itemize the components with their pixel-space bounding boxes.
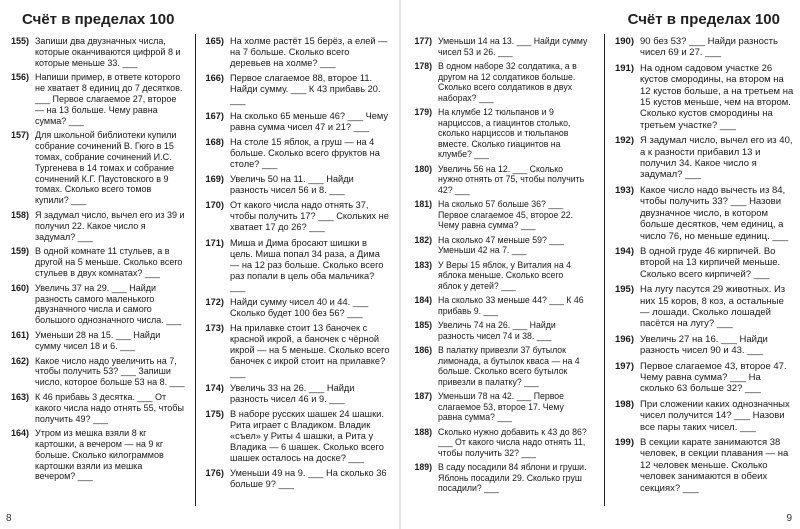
problem-text: Увеличь 56 на 12. ___ Сколько нужно отнять от 75, чтобы получить 42? ___ (438, 163, 585, 195)
problem-text: Уменьши 78 на 42. ___ Первое слагаемое 53, второе 17. Чему равна сумма? ___ (438, 391, 564, 422)
problem-number: 185) (414, 320, 432, 330)
problem (200, 137, 390, 170)
problem-text: В секции карате занимаются 38 человек, в секции плавания — на 12 человек меньше. Сколько человек занимаются в обеих секциях? ___ (640, 437, 789, 494)
page-number: 9 (786, 513, 792, 524)
problem-number: 156) (10, 72, 29, 83)
problem-number: 164) (10, 428, 29, 439)
problem-number: 158) (10, 209, 29, 220)
problem-number: 194) (614, 245, 634, 257)
problem-number: 161) (10, 329, 29, 340)
problem-text: В саду посадили 84 яблони и груши. Яблонь посадили 29. Сколько груш посадили? ___ (438, 462, 587, 493)
problem-text: От какого числа надо отнять 37, чтобы получить 17? ___ Скольких не хватает 17 до 26? ___ (230, 200, 389, 233)
problem-number: 157) (10, 130, 29, 141)
problem (200, 383, 390, 405)
problem-text: Уменьши 14 на 13. ___ Найди сумму чисел 53 и 26. ___ (438, 36, 588, 57)
left-column-2 (200, 36, 390, 494)
problem (408, 199, 588, 231)
problem-number: 166) (205, 73, 224, 84)
problem-text: В палатку привезли 37 бутылок лимонада, а бутылок кваса — на 4 больше. Сколько всего бутылок привезли в палатку? ___ (438, 345, 580, 387)
problem-number: 159) (10, 246, 29, 257)
problem (200, 238, 390, 293)
problem-text: Сколько нужно добавить к 43 до 86? ___ От какого числа надо отнять 11, чтобы получить 32? ___ (438, 426, 587, 458)
problem-number: 199) (614, 437, 634, 448)
problem-text: На одном садовом участке 26 кустов смородины, на втором на 12 кустов больше, а на третьем на 15 кустов меньше, чем на втором. Сколько кустов смородины на третьем участке? ___ (640, 62, 794, 131)
problem (610, 185, 795, 242)
problem-text: Увеличь 33 на 26. ___ Найди разность чисел 46 и 9. ___ (230, 382, 355, 404)
problem-number: 186) (414, 345, 432, 355)
problem-text: Первое слагаемое 88, второе 11. Найди сумму. ___ К 43 прибавь 20. ___ (230, 73, 381, 106)
problem-number: 171) (205, 237, 224, 248)
problem-text: Увеличь 74 на 26. ___ Найди разность чисел 74 и 38. ___ (438, 320, 556, 341)
problem (5, 283, 185, 326)
problem-text: Увеличь 50 на 11. ___ Найди разность чисел 56 и 8. ___ (230, 174, 354, 196)
problem-number: 196) (614, 333, 634, 345)
problem-text: Какое число надо вычесть из 84, чтобы получить 33? ___ Назови двузначное число, в котором больше десятков, чем единиц, а число 76, но меньше единиц. ___ (640, 184, 789, 242)
problem (200, 297, 390, 319)
problem-number: 188) (414, 426, 432, 437)
problem (408, 320, 588, 341)
problem-number: 177) (414, 36, 432, 46)
right-column-2 (610, 36, 795, 498)
problem-number: 176) (205, 468, 224, 479)
problem-number: 179) (414, 107, 432, 117)
problem-text: Я задумал число, вычел его из 39 и получил 22. Какое число я задумал? ___ (35, 209, 185, 242)
problem (5, 428, 185, 482)
problem-number: 198) (614, 398, 634, 410)
problem-number: 173) (205, 323, 224, 334)
problem-number: 160) (10, 282, 29, 293)
problem (610, 36, 795, 59)
problem-text: К 46 прибавь 3 десятка. ___ От какого числа надо отнять 55, чтобы получить 49? ___ (35, 391, 184, 424)
problem (5, 72, 185, 126)
problem-text: Уменьши 49 на 9. ___ На сколько 36 больше 9? ___ (230, 468, 387, 490)
problem-text: Найди сумму чисел 40 и 44. ___ Сколько будет 100 без 56? ___ (230, 296, 369, 319)
problem-text: Утром из мешка взяли 8 кг картошки, а вечером — на 9 кг больше. Сколько килограммов картошки взяли из мешка вечером? ___ (35, 428, 164, 482)
problem (408, 235, 588, 256)
column-divider (195, 34, 196, 506)
page-title: Счёт в пределах 100 (627, 11, 780, 28)
problem-number: 191) (614, 62, 634, 74)
problem-text: На сколько 57 больше 36? ___ Первое слагаемое 45, второе 22. Чему равна сумма? ___ (438, 199, 574, 230)
problem (5, 210, 185, 242)
problem-text: Какое число надо увеличить на 7, чтобы получить 53? ___ Запиши число, которое больше 53 на 8. ___ (35, 355, 185, 388)
problem (610, 437, 795, 494)
problem-text: Уменьши 28 на 15. ___ Найди сумму чисел 18 и 6. ___ (35, 329, 161, 351)
problem-text: На прилавке стоит 13 баночек с красной икрой, а баночек с чёрной икрой — на 5 меньше. Сколько всего баночек с икрой стоит на прилавке? ___ (230, 323, 390, 378)
problem (610, 334, 795, 357)
problem (408, 345, 588, 387)
problem (610, 284, 795, 330)
problem (610, 246, 795, 280)
problem (408, 462, 588, 494)
problem (408, 260, 588, 292)
problem-text: На сколько 65 меньше 46? ___ Чему равна сумма чисел 47 и 21? ___ (230, 110, 389, 132)
problem (408, 391, 588, 423)
problem (5, 392, 185, 424)
problem-text: В одной комнате 11 стульев, а в другой на 5 меньше. Сколько всего стульев в двух комнатах? ___ (35, 246, 183, 278)
problem-number: 189) (414, 462, 432, 472)
problem-number: 155) (10, 36, 29, 46)
problem-text: В одной груде 46 кирпичей. Во второй на 13 кирпичей меньше. Сколько всего кирпичей? ___ (640, 245, 781, 280)
problem-text: На сколько 47 меньше 59? ___ Уменьши 42 на 7. ___ (438, 234, 564, 255)
problem-number: 172) (205, 296, 224, 307)
problem-number: 167) (205, 110, 224, 121)
problem-number: 183) (414, 259, 432, 270)
problem-text: На клумбе 12 тюльпанов и 9 нарциссов, а гиацинтов столько, сколько нарциссов и тюльпанов вместе. Сколько гиацинтов на клумбе? ___ (438, 107, 571, 159)
problem-number: 162) (10, 355, 29, 366)
page-number: 8 (6, 513, 12, 524)
problem (200, 36, 390, 69)
problem (200, 73, 390, 106)
problem-number: 181) (414, 199, 432, 209)
problem-number: 178) (414, 61, 432, 71)
problem-number: 175) (205, 408, 224, 419)
problem-text: При сложении каких однозначных чисел получится 14? ___ Назови все пары таких чисел. ___ (640, 398, 790, 433)
problem-text: Для школьной библиотеки купили собрание сочинений В. Гюго в 15 томах, собрание сочинений И.С. Тургенева в 14 томах и собрание сочинений К.Г. Паустовского в 9 томах. Сколько всего томов купили? ___ (35, 130, 177, 206)
problem-number: 197) (614, 360, 634, 372)
page-title: Счёт в пределах 100 (22, 11, 175, 28)
problem-text: На холме растёт 15 берёз, а елей — на 7 больше. Сколько всего деревьев на холме? ___ (230, 36, 388, 69)
problem-text: У Веры 15 яблок, у Виталия на 4 яблока меньше. Сколько всего яблок у детей? ___ (438, 259, 572, 291)
problem (200, 323, 390, 378)
problem (5, 36, 185, 68)
problem-number: 182) (414, 234, 432, 245)
problem-text: 90 без 53? ___ Найди разность чисел 69 и 27. ___ (640, 36, 778, 59)
problem-number: 165) (205, 36, 224, 46)
problem-text: Запиши два двузначных числа, которые оканчиваются цифрой 8 и которые меньше 33. ___ (35, 36, 181, 68)
problem-number: 168) (205, 136, 224, 147)
problem-number: 184) (414, 295, 432, 305)
problem-number: 195) (614, 284, 634, 296)
problem (5, 356, 185, 388)
problem (610, 63, 795, 131)
problem (5, 130, 185, 206)
problem (408, 164, 588, 196)
problem (408, 295, 588, 316)
problem-number: 192) (614, 135, 634, 147)
problem (200, 409, 390, 464)
problem-text: В наборе русских шашек 24 шашки. Рита играет с Владиком. Владик «съел» у Риты 4 шашки, а Рита у Владика — 6 шашек. Сколько всего шашек осталось на доске? ___ (230, 408, 384, 464)
problem (408, 36, 588, 57)
problem (408, 107, 588, 160)
problem (610, 361, 795, 395)
problem (408, 61, 588, 103)
right-page (400, 0, 800, 529)
problem (5, 246, 185, 278)
problem-number: 187) (414, 391, 432, 401)
problem-number: 180) (414, 163, 432, 174)
problem (200, 200, 390, 233)
problem-number: 174) (205, 382, 224, 393)
problem-text: Миша и Дима бросают шишки в цель. Миша попал 34 раза, а Дима — на 12 раз больше. Сколько всего раз попали в цель оба мальчика? ___ (230, 237, 384, 292)
problem (200, 468, 390, 490)
problem-number: 193) (614, 184, 634, 196)
right-column-1 (408, 36, 588, 498)
problem (200, 111, 390, 133)
left-column-1 (5, 36, 185, 486)
problem-number: 169) (205, 174, 224, 185)
problem (610, 399, 795, 433)
problem-number: 190) (614, 36, 634, 47)
problem (408, 427, 588, 459)
problem (5, 330, 185, 352)
problem-text: Первое слагаемое 43, второе 47. Чему равна сумма? ___ На сколько 63 больше 32? ___ (640, 360, 787, 395)
problem-text: На столе 15 яблок, а груш — на 4 больше. Сколько всего фруктов на столе? ___ (230, 136, 380, 169)
problem-number: 170) (205, 200, 224, 211)
problem-text: Напиши пример, в ответе которого не хватает 8 единиц до 7 десятков. ___ Первое слагаемое 27, второе — на 13 больше. Чему равна сумма? ___ (35, 72, 183, 126)
column-divider (604, 34, 605, 506)
problem-text: На лугу пасутся 29 животных. Из них 15 коров, 8 коз, а остальные — лошади. Сколько лошадей пасётся на лугу? ___ (640, 284, 786, 330)
problem-number: 163) (10, 391, 29, 402)
problem-text: На сколько 33 меньше 44? ___ К 46 прибавь 9. ___ (438, 295, 584, 316)
problem-text: В одном наборе 32 солдатика, а в другом на 12 солдатиков больше. Сколько всего солдатиков в двух наборах? ___ (438, 61, 577, 103)
problem (610, 135, 795, 181)
problem-text: Я задумал число, вычел его из 40, а к разности прибавил 13 и получил 34. Какое число я задумал? ___ (640, 135, 793, 181)
problem-text: Увеличь 27 на 16. ___ Найди разность чисел 90 и 43. ___ (640, 333, 768, 357)
problem (200, 174, 390, 196)
problem-text: Увеличь 37 на 29. ___ Найди разность самого маленького двузначного числа и самого большого однозначного числа. ___ (35, 282, 182, 326)
